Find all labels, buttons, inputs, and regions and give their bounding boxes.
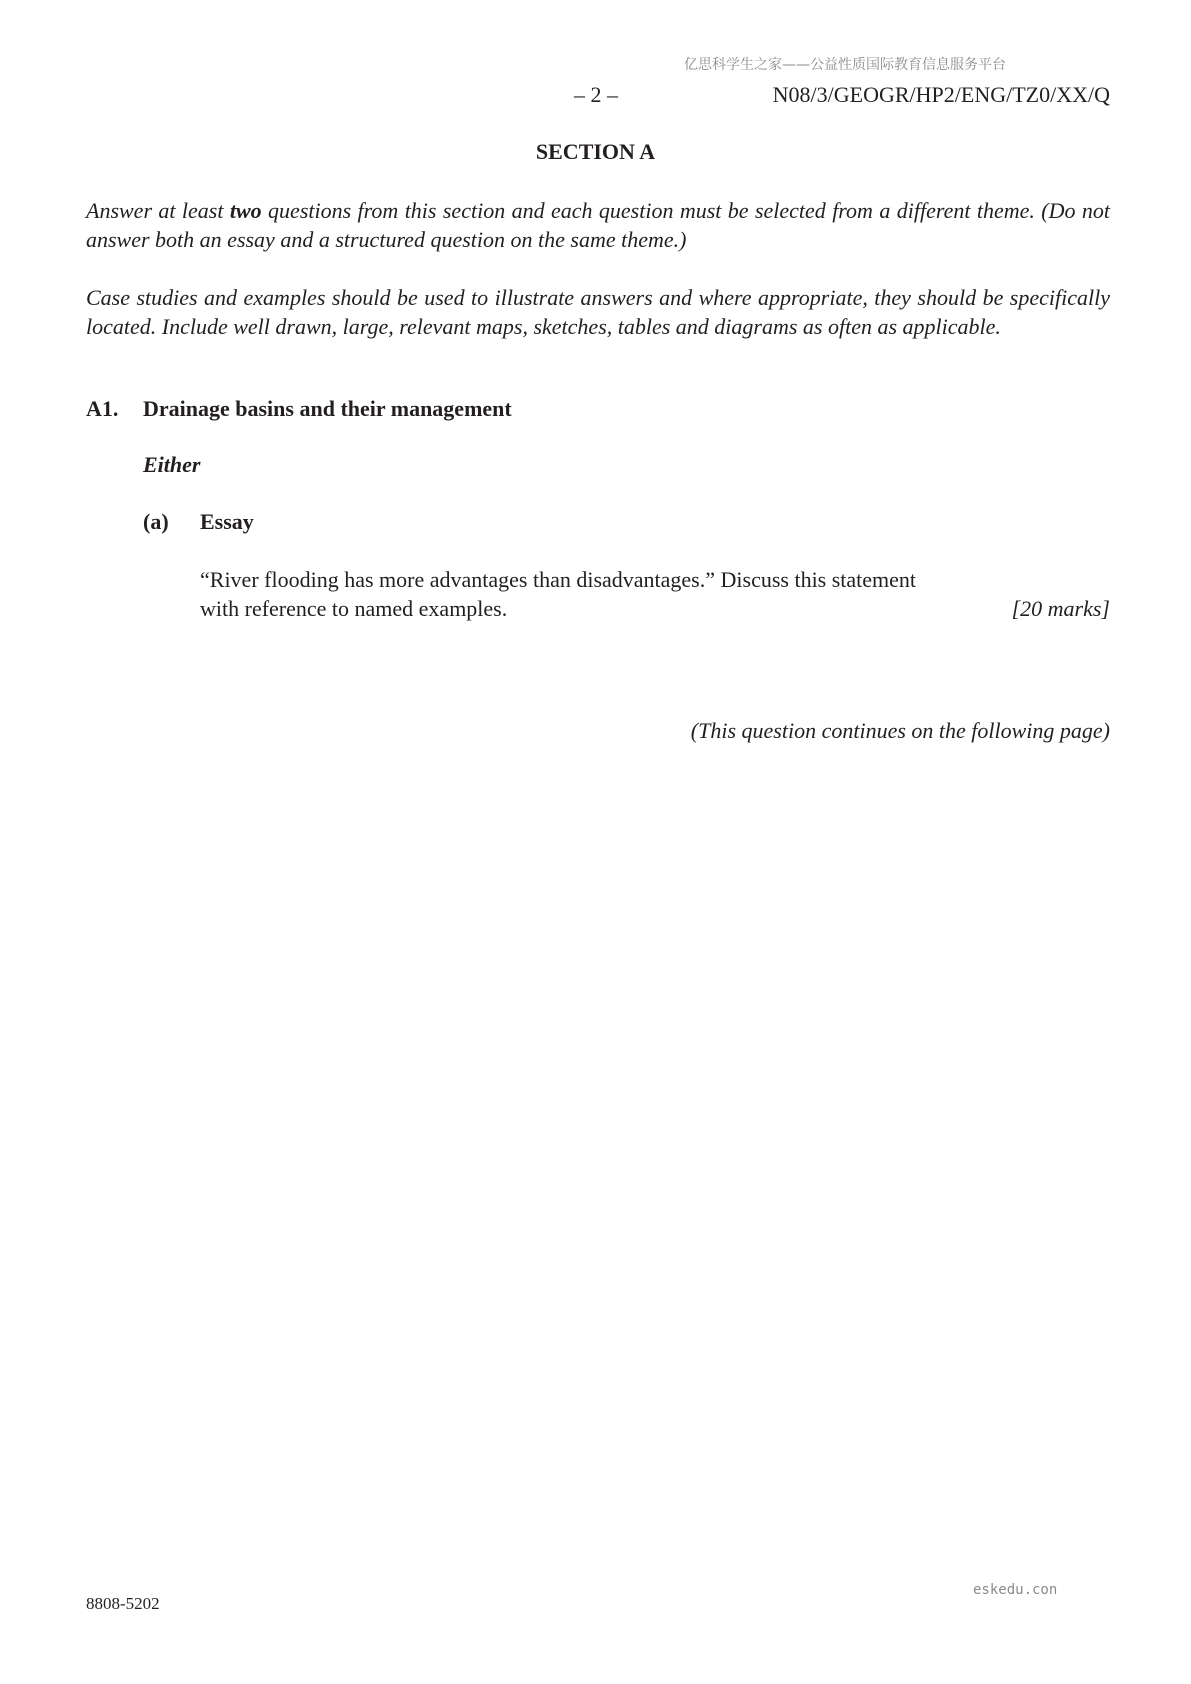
- instructions-paragraph-1: [86, 197, 1110, 254]
- instructions-text: questions from this section and each question must be selected from a different theme. (Do not answer both an essay and a structured question on the same theme.): [86, 198, 1110, 252]
- part-label: (a): [143, 509, 169, 534]
- continuation-note: (This question continues on the following page): [690, 718, 1110, 743]
- watermark-header: 亿思科学生之家——公益性质国际教育信息服务平台: [684, 57, 1006, 73]
- instructions-text: Case studies and examples should be used to illustrate answers and where appropriate, they should be specifically located. Include well drawn, large, relevant maps, sketches, tables and diagrams as often as applicable.: [86, 285, 1110, 339]
- page-number: – 2 –: [574, 82, 618, 107]
- document-code: N08/3/GEOGR/HP2/ENG/TZ0/XX/Q: [772, 82, 1110, 107]
- part-title: Essay: [200, 509, 254, 534]
- section-heading: SECTION A: [535, 139, 656, 164]
- question-number: A1.: [86, 396, 119, 421]
- footer-code: 8808-5202: [86, 1594, 160, 1613]
- instructions-text: Answer at least: [86, 198, 230, 223]
- marks-label: [20 marks]: [1011, 596, 1110, 621]
- essay-prompt-line-2: with reference to named examples.: [200, 596, 508, 621]
- question-title: Drainage basins and their management: [143, 396, 512, 421]
- instructions-paragraph-2: [86, 284, 1110, 341]
- watermark-footer: eskedu.con: [973, 1582, 1058, 1598]
- either-label: Either: [143, 452, 201, 477]
- essay-prompt-line-1: “River flooding has more advantages than disadvantages.” Discuss this statement: [200, 567, 917, 592]
- instructions-emphasis: two: [229, 198, 262, 223]
